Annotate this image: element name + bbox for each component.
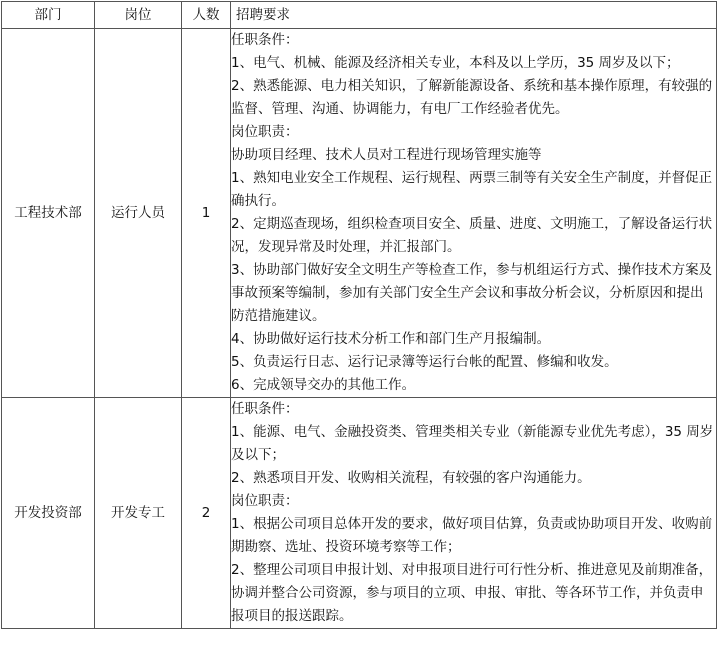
- requirement-line: 2、熟悉能源、电力相关知识，了解新能源设备、系统和基本操作原理，有较强的监督、管理、沟通、协调能力，有电厂工作经验者优先。: [231, 78, 713, 117]
- headcount-cell: 2: [182, 398, 231, 629]
- requirement-line: 2、整理公司项目申报计划、对申报项目进行可行性分析、推进意见及前期准备，协调并整合公司资源，参与项目的立项、申报、审批、等各环节工作，并负责申报项目的报送跟踪。: [231, 562, 713, 624]
- requirement-line: 3、协助部门做好安全文明生产等检查工作，参与机组运行方式、操作技术方案及事故预案等编制，参加有关部门安全生产会议和事故分析会议，分析原因和提出防范措施建议。: [231, 262, 713, 324]
- requirement-line: 4、协助做好运行技术分析工作和部门生产月报编制。: [231, 331, 551, 347]
- requirement-line: 1、熟知电业安全工作规程、运行规程、两票三制等有关安全生产制度，并督促正确执行。: [231, 170, 713, 209]
- department-cell: 开发投资部: [2, 398, 95, 629]
- requirement-line: 任职条件：: [231, 401, 299, 417]
- table-row: [2, 398, 717, 629]
- requirements-cell: [231, 398, 717, 629]
- department-cell: 工程技术部: [2, 29, 95, 398]
- requirement-line: 5、负责运行日志、运行记录簿等运行台帐的配置、修编和收发。: [231, 354, 618, 370]
- header-requirements: 招聘要求: [231, 2, 717, 29]
- headcount-cell: 1: [182, 29, 231, 398]
- requirements-cell: [231, 29, 717, 398]
- position-cell: 运行人员: [95, 29, 182, 398]
- requirement-line: 2、定期巡查现场，组织检查项目安全、质量、进度、文明施工，了解设备运行状况，发现异常及时处理，并汇报部门。: [231, 216, 713, 255]
- requirement-line: 协助项目经理、技术人员对工程进行现场管理实施等: [231, 147, 542, 163]
- header-count: 人数: [182, 2, 231, 29]
- header-position: 岗位: [95, 2, 182, 29]
- position-cell: 开发专工: [95, 398, 182, 629]
- requirement-line: 1、根据公司项目总体开发的要求，做好项目估算，负责或协助项目开发、收购前期勘察、选址、投资环境考察等工作；: [231, 516, 713, 555]
- header-department: 部门: [2, 2, 95, 29]
- requirement-line: 1、能源、电气、金融投资类、管理类相关专业（新能源专业优先考虑），35 周岁及以下；: [231, 424, 714, 463]
- requirement-line: 1、电气、机械、能源及经济相关专业，本科及以上学历，35 周岁及以下；: [231, 55, 680, 71]
- requirement-line: 岗位职责：: [231, 124, 299, 140]
- requirement-line: 6、完成领导交办的其他工作。: [231, 377, 416, 393]
- requirement-line: 任职条件：: [231, 32, 299, 48]
- table-row: [2, 29, 717, 398]
- requirement-line: 2、熟悉项目开发、收购相关流程，有较强的客户沟通能力。: [231, 470, 591, 486]
- requirement-line: 岗位职责：: [231, 493, 299, 509]
- header-row: [2, 2, 717, 29]
- recruitment-table: [1, 1, 717, 629]
